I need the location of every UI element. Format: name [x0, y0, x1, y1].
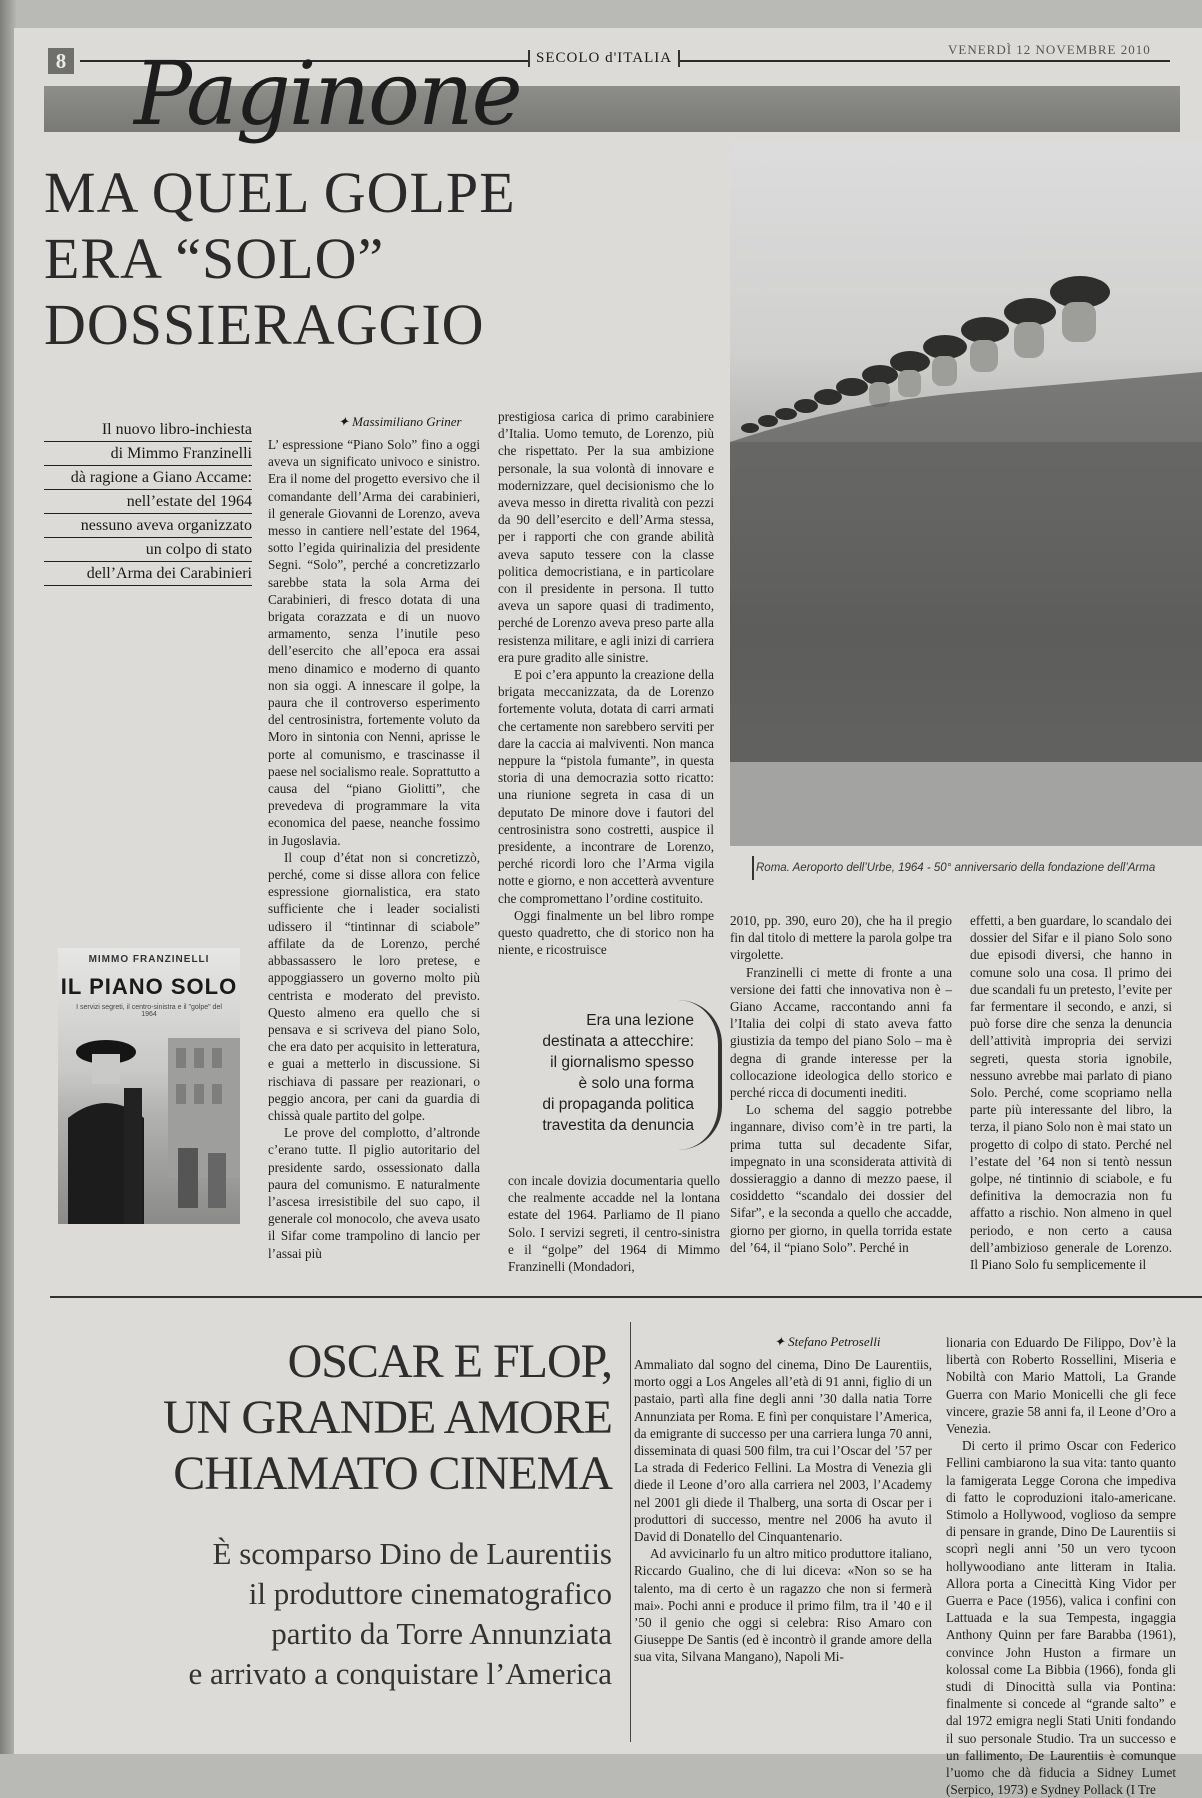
article1-headline [44, 160, 516, 358]
headline-line: UN GRANDE AMORE [162, 1391, 612, 1444]
page-number: 8 [48, 48, 74, 74]
kicker-line: Il nuovo libro-inchiesta [44, 418, 252, 442]
byline-text: Stefano Petroselli [788, 1334, 881, 1349]
subhead-line: il produttore cinematografico [248, 1576, 612, 1611]
quote-line: destinata a attecchire: [542, 1033, 694, 1050]
paragraph: L’ espressione “Piano Solo” fino a oggi aveva un significato univoco e sinistro. Era il nome del progetto eversivo che il comandante dell’Arma dei carabinieri, il generale Giovanni de Lorenzo, aveva messo in cantiere nell’estate del 1964, sotto l’egida quirinalizia del presidente Segni. “Solo”, perché a concretizzarlo sarebbe stata la sola Arma dei Carabinieri, di fresco dotata di una brigata corazzata e di un nuovo armamento, senza l’inutile peso dell’esercito che all’epoca era assai meno dinamico e moderno di quanto non sia oggi. A innescare il golpe, la paura che il controverso esperimento del centrosinistra, fortemente voluto da Moro in sintonia con Nenni, aprisse le porte al comunismo, e trascinasse il paese nel socialismo reale. Soprattutto a causa del “piano Giolitti”, che prevedeva di programmare la vita economica del paese, neanche fossimo in Jugoslavia. [268, 437, 480, 848]
byline-text: Massimiliano Griner [352, 414, 462, 429]
paragraph: prestigiosa carica di primo carabiniere d’Italia. Uomo temuto, de Lorenzo, più che rispettato. Per la sua ambizione personale, la sua volontà di innovare e modernizzare, quel decisionismo che lo aveva messo in diretta rivalità con pezzi da 90 dell’esercito e dell’Arma stessa, per i rapporti che con grande abilità aveva saputo tessere con la classe politica democristiana, e in particolare con il presidente in persona. Il tutto aveva un sapore quasi di tradimento, perché de Lorenzo aveva preso parte alla resistenza militare, e agli inizi di carriera era pure gradito alle sinistre. [498, 409, 715, 665]
caption-bar [752, 856, 754, 880]
paragraph: E poi c’era appunto la creazione della brigata meccanizzata, da de Lorenzo fortemente voluta, dotata di carri armati che certamente non sarebbero serviti per dare la caccia ai malviventi. Non manca neppure la “pistola fumante”, in questa storia di una democrazia sotto ricatto: una riunione segreta in casa di un deputato De minore dove i fautori del centrosinistra sono costretti, auspice il presidente, a incontrare de Lorenzo, perché ricordi loro che l’Arma vigila notte e giorno, e non accetterà avventure che compromettano l’ordine costituito. [498, 667, 714, 906]
quote-bracket [678, 1000, 722, 1150]
quote-line: di propaganda politica [542, 1096, 694, 1113]
book-cover-art [58, 948, 240, 1224]
photo-caption: Roma. Aeroporto dell’Urbe, 1964 - 50° anniversario della fondazione dell’Arma [756, 862, 1156, 874]
article-separator [50, 1296, 1202, 1298]
subhead-line: e arrivato a conquistare l’America [188, 1656, 612, 1691]
soldiers-illustration [730, 142, 1202, 846]
article1-kicker [44, 418, 252, 586]
article1-byline: ✦ Massimiliano Griner [338, 414, 462, 429]
quote-line: Era una lezione [586, 1012, 694, 1029]
book-subtitle: I servizi segreti, il centro-sinistra e il "golpe" del 1964 [76, 1004, 222, 1018]
paragraph: con incale dovizia documentaria quello che realmente accadde nel la lontana estate del 1964. Parliamo de Il piano Solo. I servizi segreti, il centro-sinistra e il “golpe” del 1964 di Mimmo Franzinelli (Mondadori, [508, 1173, 720, 1275]
article2-byline: ✦ Stefano Petroselli [774, 1334, 881, 1349]
headline-line: OSCAR E FLOP, [287, 1335, 612, 1388]
kicker-line: nessuno aveva organizzato [44, 514, 252, 538]
book-title: IL PIANO SOLO [60, 974, 238, 999]
article1-column-2 [498, 408, 714, 982]
article1-column-1 [268, 436, 480, 1261]
quote-line: il giornalismo spesso [550, 1054, 694, 1071]
paragraph: Lo schema del saggio potrebbe ingannare, diviso com’è in tre parti, la prima tutta sul decadente Sifar, impegnato in una sconsiderata attività di dossieraggio a danno di mezzo paese, il cosiddetto “scandalo dei dossier del Sifar”, e la seconda a quello che accadde, giorno per giorno, in quella torrida estate del ’64, il “piano Solo”. Perché in [730, 1102, 952, 1255]
paragraph: Oggi finalmente un bel libro rompe questo quadretto, che di storico non ha niente, e ricostruisce [498, 907, 714, 958]
paragraph: Ad avvicinarlo fu un altro mitico produttore italiano, Riccardo Gualino, che di lui diceva: «Non so se ha talento, ma di certo è un ragazzo che non si fermerà mai». Pochi anni e produce il primo film, tra il ’40 e il ’50 il genio che oggi si celebra: Riso Amaro con Giuseppe De Santis (ed è incontrò il grande amore della sua vita, Silvana Mangano), Napoli Mi- [634, 1546, 932, 1665]
paragraph: effetti, a ben guardare, lo scandalo dei dossier del Sifar e il piano Solo sono due episodi diversi, che hanno in comune solo una cosa. Il primo dei due scandali fu un pretesto, l’evite per far fermentare il secondo, e anzi, si può forse dire che senza la denuncia dell’attività impropria dei servizi segreti, questa storia ignobile, nessuno avrebbe mai parlato di piano Solo. Perché, come scopriamo nella parte più interessante del libro, la terza, il piano Solo non è mai stato un progetto di colpo di stato. Perché nel l’estate del ’64 non si tentò nessun golpe, né tintinnio di sciabole, e fu definitiva la democrazia non fu affatto a rischio. Non almeno in quel periodo, e non certo a causa dell’ambizioso generale de Lorenzo. Il Piano Solo fu semplicemente il [970, 913, 1172, 1273]
section-title: Paginone [133, 42, 521, 145]
paragraph: 2010, pp. 390, euro 20), che ha il pregio fin dal titolo di mettere la parola golpe tra virgolette. [730, 913, 952, 963]
pull-quote [498, 1010, 694, 1136]
paper-name: SECOLO d'ITALIA [528, 50, 680, 67]
paragraph: Ammaliato dal sogno del cinema, Dino De Laurentiis, morto oggi a Los Angeles all’età di 91 anni, figlio di un pastaio, partì alla fine degli anni ’30 dalla natia Torre Annunziata per Roma. E finì per conquistare l’America, da emigrante di successo per una carriera lunga 70 anni, disseminata di quasi 500 film, tra cui l’Oscar del ’57 per La strada di Federico Fellini. La Mostra di Venezia gli diede il Leone d’oro alla carriera nel 2003, l’Academy nel 2001 gli diede il Thalberg, una sorta di Oscar per i produttori di successo, mentre nel 2006 ha avuto il David di Donatello del Cinquantenario. [634, 1357, 932, 1545]
paragraph: Di certo il primo Oscar con Federico Fellini cambiarono la sua vita: tanto quanto la famigerata Legge Corona che impediva di fatto le coproduzioni italo-americane. Stimolo a Hollywood, voglioso da sempre di pensare in grande, Dino De Laurentiis si scoprì negli anni ’50 un vero tycoon hollywoodiano ante litteram in Italia. Allora porta a Cinecittà King Vidor per Guerra e Pace (1956), valica i confini con Lattuada e la sua Tempesta, ingaggia Anthony Quinn per fare Barabba (1961), convince John Huston a firmare un kolossal come La Bibbia (1966), fonda gli studi di Dinocittà sulla via Pontina: finalmente si concede al “grande salto” e dal 1972 emigra negli Stati Uniti fondando il suo personale Studio. Tra un successo e un fallimento, De Laurentiis è comunque l’uomo che dà fiducia a Sidney Lumet (Serpico, 1973) e Sydney Pollack (I Tre [946, 1438, 1176, 1798]
kicker-line: di Mimmo Franzinelli [44, 442, 252, 466]
quote-line: è solo una forma [578, 1075, 694, 1092]
book-cover [58, 948, 240, 1224]
kicker-line: dà ragione a Giano Accame: [44, 466, 252, 490]
kicker-line: dell’Arma dei Carabinieri [44, 562, 252, 586]
article1-column-2-bottom [508, 1172, 720, 1275]
paragraph: Il coup d’état non si concretizzò, perché, come si disse allora con felice espressione giornalistica, era stato sufficiente che i leader socialisti udissero il “tintinnar di sciabole” affilate da de Lorenzo, perché abbassassero le loro pretese, e appoggiassero un governo molto più centrista e moderato del previsto. Questo almeno era quello che si pensava e si scriveva del piano Solo, che era dato per acquisito in letteratura, e guai a metterlo in discussione. Si rischiava di passare per reazionari, o peggio ancora, per cani da guardia di chissà quale partito del golpe. [268, 849, 480, 1123]
headline-line: MA QUEL GOLPE [44, 160, 516, 225]
subhead-line: partito da Torre Annunziata [271, 1616, 612, 1651]
article2-subhead [40, 1534, 612, 1694]
article2-column-2 [946, 1334, 1176, 1798]
article2-headline [40, 1334, 612, 1502]
article2-column-1 [634, 1356, 932, 1736]
photo-carabinieri-parade [730, 142, 1202, 846]
quote-line: travestita da denuncia [542, 1117, 694, 1134]
article1-column-4 [970, 912, 1172, 1273]
kicker-line: un colpo di stato [44, 538, 252, 562]
issue-date: VENERDÌ 12 NOVEMBRE 2010 [948, 42, 1151, 57]
headline-line: ERA “SOLO” [44, 226, 385, 291]
paragraph: Franzinelli ci mette di fronte a una versione dei fatti che innovativa non è – Giano Accame, raccontando anni fa l’Italia dei colpi di stato aveva fatto giustizia da tempo del piano Solo – ma è degna di grande interesse per la collocazione ideologica dello storico e perché ricca di documenti inediti. [730, 964, 952, 1101]
paragraph: lionaria con Eduardo De Filippo, Dov’è la libertà con Roberto Rossellini, Miseria e Nobiltà con Mario Mattoli, La Grande Guerra con Mario Monicelli che gli fece vincere, grazie 58 anni fa, il Leone d’Oro a Venezia. [946, 1335, 1176, 1437]
headline-line: DOSSIERAGGIO [44, 292, 485, 357]
headline-line: CHIAMATO CINEMA [173, 1447, 612, 1500]
book-author: MIMMO FRANZINELLI [88, 954, 210, 965]
paragraph: Le prove del complotto, d’altronde c’erano tutte. Il piglio autoritario del presidente sardo, ossessionato dalla paura del comunismo. E naturalmente l’ascesa irresistibile del suo capo, il generale col monocolo, che aveva usato il Sifar come trampolino di lancio per l’assai più [268, 1125, 480, 1261]
kicker-line: nell’estate del 1964 [44, 490, 252, 514]
subhead-line: È scomparso Dino de Laurentiis [212, 1536, 612, 1571]
article1-column-3 [730, 912, 952, 1270]
column-divider [630, 1322, 631, 1742]
